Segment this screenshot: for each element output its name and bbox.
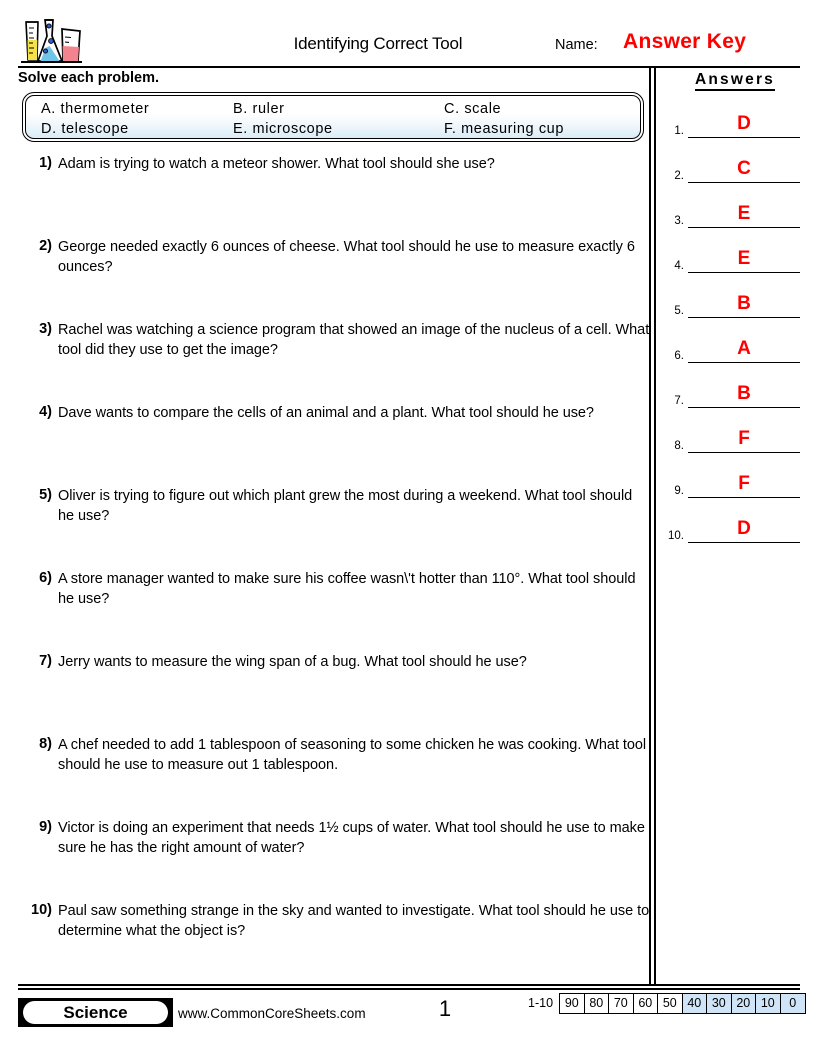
answer-value: D (737, 518, 751, 539)
answer-row (658, 509, 808, 543)
choice-option-d: D. telescope (41, 121, 129, 137)
question-number: 5) (39, 487, 52, 503)
answer-value: C (737, 158, 751, 179)
subject-badge-label: Science (63, 1003, 128, 1022)
answer-underline (688, 542, 800, 544)
score-cell: 0 (781, 994, 806, 1013)
answer-number: 4. (674, 260, 684, 272)
column-divider-right (654, 68, 656, 984)
subject-badge (18, 998, 173, 1027)
answer-row (658, 194, 808, 228)
choice-option-a: A. thermometer (41, 101, 150, 117)
answer-underline (688, 182, 800, 184)
answer-value: D (737, 113, 751, 134)
score-cell: 30 (707, 994, 732, 1013)
answer-value: F (738, 428, 750, 449)
question-text: Adam is trying to watch a meteor shower. What tool should she use? (58, 156, 495, 172)
answer-underline (688, 272, 800, 274)
score-cell: 50 (658, 994, 683, 1013)
score-cell: 10 (756, 994, 781, 1013)
answer-number: 3. (674, 215, 684, 227)
answer-number: 1. (674, 125, 684, 137)
answers-heading-text: Answers (695, 71, 775, 91)
question-number: 9) (39, 819, 52, 835)
question-text: Victor is doing an experiment that needs 1½ cups of water. What tool should he use to make sure he has the right amount of water? (58, 820, 645, 856)
choice-option-e: E. microscope (233, 121, 333, 137)
score-cell: 20 (732, 994, 757, 1013)
answer-value: E (737, 203, 751, 224)
question-text: Paul saw something strange in the sky and wanted to investigate. What tool should he use to determine what the object is? (58, 903, 650, 939)
score-cell: 70 (609, 994, 634, 1013)
website-url: www.CommonCoreSheets.com (178, 1006, 366, 1021)
question-text: Oliver is trying to figure out which plant grew the most during a weekend. What tool should he use? (58, 488, 633, 524)
answer-row (658, 149, 808, 183)
answer-number: 2. (674, 170, 684, 182)
footer-divider-top (18, 984, 800, 986)
question-number: 3) (39, 321, 52, 337)
question-number: 8) (39, 736, 52, 752)
answer-number: 5. (674, 305, 684, 317)
answer-underline (688, 407, 800, 409)
instruction-text: Solve each problem. (18, 70, 160, 86)
answer-underline (688, 497, 800, 499)
answer-value: B (737, 383, 751, 404)
answer-value: A (737, 338, 751, 359)
question-text: George needed exactly 6 ounces of cheese. What tool should he use to measure exactly 6 ounces? (58, 239, 635, 275)
answer-value: E (737, 248, 751, 269)
answer-number: 7. (674, 395, 684, 407)
score-scale (528, 993, 806, 1014)
answer-underline (688, 362, 800, 364)
answer-underline (688, 137, 800, 139)
answer-number: 6. (674, 350, 684, 362)
answer-row (658, 329, 808, 363)
answers-heading (660, 71, 810, 89)
question-number: 7) (39, 653, 52, 669)
name-label: Name: (555, 37, 598, 53)
question-number: 10) (31, 902, 52, 918)
question-text: A chef needed to add 1 tablespoon of seasoning to some chicken he was cooking. What tool should he use to measure out 1 tablespoon. (58, 737, 647, 773)
science-lab-equipment-icon (18, 16, 84, 68)
question-text: A store manager wanted to make sure his coffee wasn\'t hotter than 110°. What tool should he use? (58, 571, 636, 607)
answer-row (658, 284, 808, 318)
answer-underline (688, 227, 800, 229)
page-title: Identifying Correct Tool (293, 34, 463, 53)
question-text: Jerry wants to measure the wing span of a bug. What tool should he use? (58, 654, 527, 670)
score-scale-label: 1-10 (528, 996, 554, 1010)
question-number: 1) (39, 155, 52, 171)
footer-divider-bottom (18, 988, 800, 990)
answer-number: 9. (674, 485, 684, 497)
choice-option-b: B. ruler (233, 101, 285, 117)
answer-number: 8. (674, 440, 684, 452)
answer-value: F (738, 473, 750, 494)
score-cell: 40 (683, 994, 708, 1013)
choice-option-c: C. scale (444, 101, 502, 117)
answer-underline (688, 317, 800, 319)
score-cell: 80 (585, 994, 610, 1013)
score-scale-cells (559, 993, 806, 1014)
score-cell: 60 (634, 994, 659, 1013)
score-cell: 90 (560, 994, 585, 1013)
choice-option-f: F. measuring cup (444, 121, 565, 137)
answer-key-badge: Answer Key (623, 30, 747, 53)
answer-row (658, 464, 808, 498)
answer-underline (688, 452, 800, 454)
subject-badge-pill (23, 1001, 168, 1024)
answer-row (658, 374, 808, 408)
question-number: 4) (39, 404, 52, 420)
answer-value: B (737, 293, 751, 314)
choice-box (25, 95, 641, 139)
header-divider (18, 66, 800, 68)
question-number: 2) (39, 238, 52, 254)
question-text: Rachel was watching a science program that showed an image of the nucleus of a cell. What tool did they use to get the image? (58, 322, 650, 358)
page-header (18, 14, 800, 66)
question-text: Dave wants to compare the cells of an animal and a plant. What tool should he use? (58, 405, 594, 421)
answer-row (658, 104, 808, 138)
questions-list (22, 155, 650, 955)
answer-row (658, 239, 808, 273)
question-number: 6) (39, 570, 52, 586)
answer-number: 10. (668, 530, 684, 542)
answer-row (658, 419, 808, 453)
page-number: 1 (438, 996, 452, 1021)
